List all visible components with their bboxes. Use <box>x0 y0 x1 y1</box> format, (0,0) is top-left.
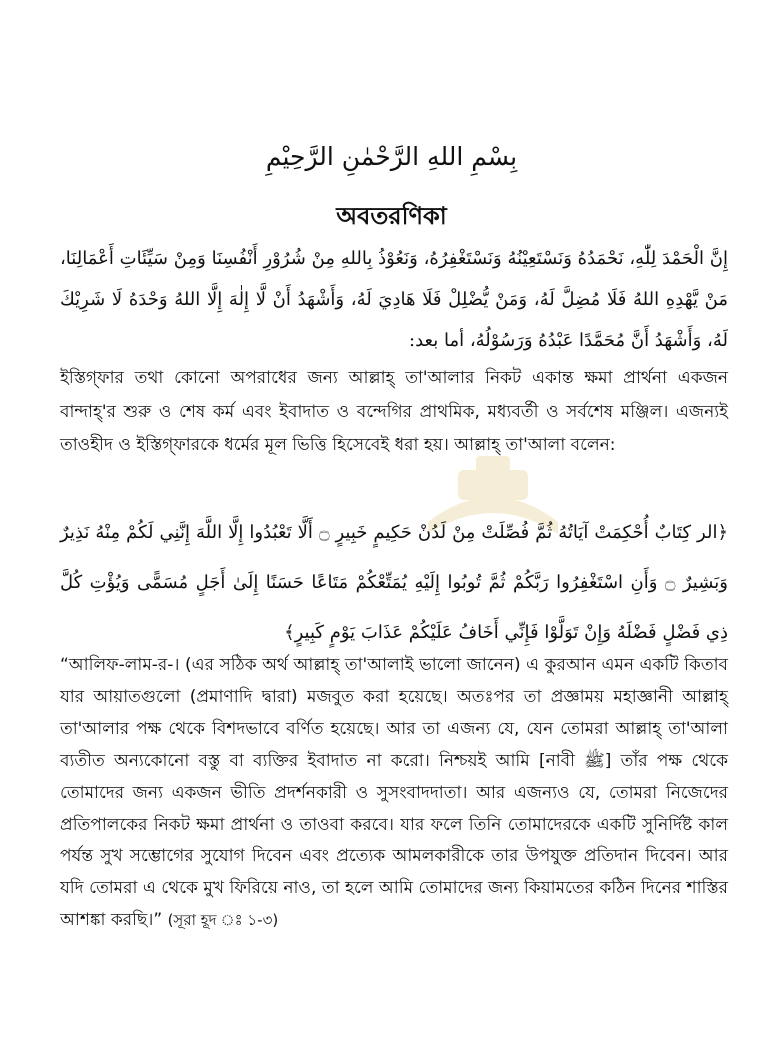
arabic-khutbah: إِنَّ الْحَمْدَ لِلّٰهِ، نَحْمَدُهُ وَنَسْتَعِيْنُهُ وَنَسْتَغْفِرُهُ، وَنَعُوْذُ بِاللهِ مِنْ شُرُوْرِ أَنْفُسِنَا وَمِنْ سَيِّئَاتِ أَعْمَالِنَا، مَنْ يَّهْدِهِ اللهُ فَلَا مُضِلَّ لَهُ، وَمَنْ يُّضْلِلْ فَلَا هَادِيَ لَهُ، وَأَشْهَدُ أَنْ لَّا إِلٰهَ إِلَّا اللهُ وَحْدَهُ لَا شَرِيْكَ لَهُ، وَأَشْهَدُ أَنَّ مُحَمَّدًا عَبْدُهُ وَرَسُوْلُهُ، أما بعد: <box>60 248 728 351</box>
translation-paragraph <box>60 650 728 937</box>
bismillah: بِسْمِ اللهِ الرَّحْمٰنِ الرَّحِيْمِ <box>265 142 518 171</box>
translation-text: “আলিফ-লাম-র-। (এর সঠিক অর্থ আল্লাহ্‌ তা'আলাই ভালো জানেন) এ কুরআন এমন একটি কিতাব যার আয়াতগুলো (প্রমাণাদি দ্বারা) মজবুত করা হয়েছে। অতঃপর তা প্রজ্ঞাময় মহাজ্ঞানী আল্লাহ্‌ তা'আলার পক্ষ থেকে বিশদভাবে বর্ণিত হয়েছে। আর তা এজন্য যে, যেন তোমরা আল্লাহ্‌ তা'আলা ব্যতীত অন্যকোনো বস্তু বা ব্যক্তির ইবাদাত না করো। নিশ্চয়ই আমি [নাবী ﷺ] তাঁর পক্ষ থেকে তোমাদের জন্য একজন ভীতি প্রদর্শনকারী ও সুসংবাদদাতা। আর এজন্যও যে, তোমরা নিজেদের প্রতিপালকের নিকট ক্ষমা প্রার্থনা ও তাওবা করবে। যার ফলে তিনি তোমাদেরকে একটি সুনির্দিষ্ট কাল পর্যন্ত সুখ সম্ভোগের সুযোগ দিবেন এবং প্রত্যেক আমলকারীকে তার উপযুক্ত প্রতিদান দিবেন। আর যদি তোমরা এ থেকে মুখ ফিরিয়ে নাও, তা হলে আমি তোমাদের জন্য কিয়ামতের কঠিন দিনের শাস্তির আশঙ্কা করছি।” <box>60 655 728 931</box>
surah-reference: (সূরা হূদ ঃ ১-৩) <box>167 911 279 930</box>
page-heading: অবতরণিকা <box>336 202 447 230</box>
quran-verse: ﴿الر كِتَابٌ أُحْكِمَتْ آيَاتُهُ ثُمَّ فُصِّلَتْ مِنْ لَدُنْ حَكِيمٍ خَبِيرٍ ۝ أَلَّا تَعْبُدُوا إِلَّا اللَّهَ إِنَّنِي لَكُمْ مِنْهُ نَذِيرٌ وَبَشِيرٌ ۝ وَأَنِ اسْتَغْفِرُوا رَبَّكُمْ ثُمَّ تُوبُوا إِلَيْهِ يُمَتِّعْكُمْ مَتَاعًا حَسَنًا إِلَىٰ أَجَلٍ مُسَمًّى وَيُؤْتِ كُلَّ ذِي فَضْلٍ فَضْلَهُ وَإِنْ تَوَلَّوْا فَإِنِّي أَخَافُ عَلَيْكُمْ عَذَابَ يَوْمٍ كَبِيرٍ﴾ <box>60 522 728 643</box>
intro-paragraph: ইস্তিগ্‌ফার তথা কোনো অপরাধের জন্য আল্লাহ্‌ তা'আলার নিকট একান্ত ক্ষমা প্রার্থনা একজন বান্দাহ্‌'র শুরু ও শেষ কর্ম এবং ইবাদাত ও বন্দেগির প্রাথমিক, মধ্যবর্তী ও সর্বশেষ মঞ্জিল। এজন্যই তাওহীদ ও ইস্তিগ্‌ফারকে ধর্মের মূল ভিত্তি হিসেবেই ধরা হয়। আল্লাহ্‌ তা'আলা বলেন: <box>60 368 728 455</box>
